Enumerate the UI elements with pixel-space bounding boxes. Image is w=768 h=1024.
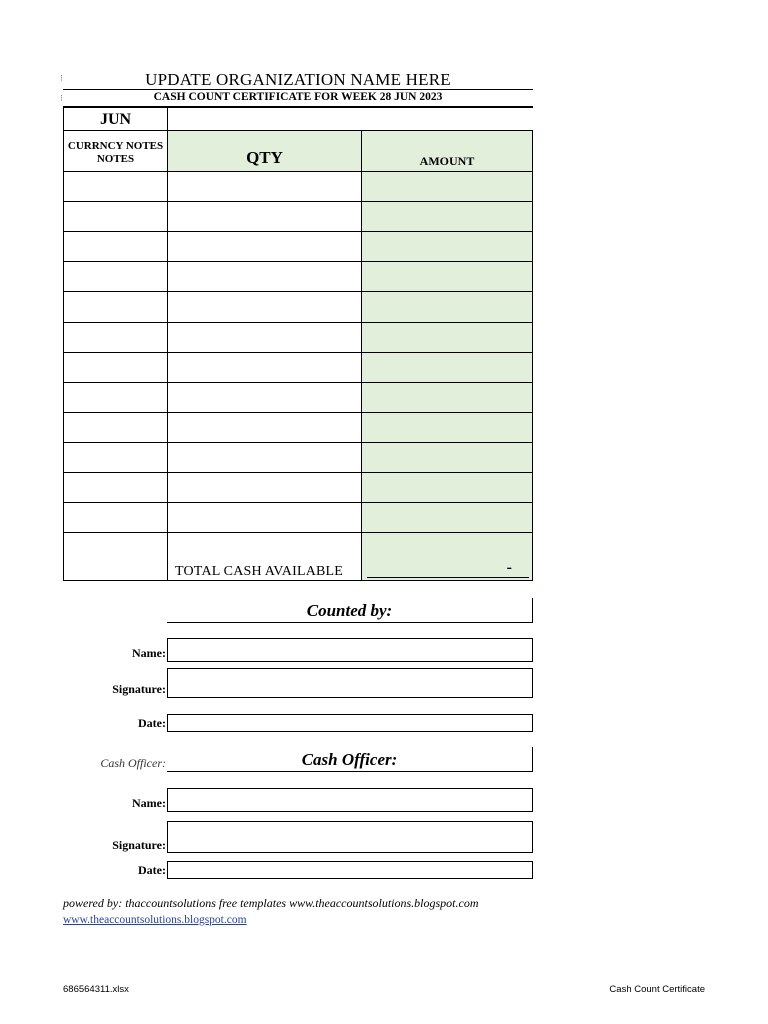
- total-cash-value: -: [506, 559, 512, 576]
- footer-sheet-name: Cash Count Certificate: [609, 984, 705, 995]
- counted-by-title: Counted by:: [306, 601, 393, 620]
- currency-cell[interactable]: [63, 291, 168, 323]
- counted-by-name-field[interactable]: [167, 638, 533, 662]
- counted-by-signature-field[interactable]: [167, 668, 533, 698]
- currency-cell[interactable]: [63, 261, 168, 292]
- cash-officer-header: [167, 747, 533, 772]
- counted-by-date-field[interactable]: [167, 714, 533, 732]
- amount-cell[interactable]: [361, 352, 533, 383]
- qty-cell[interactable]: [167, 201, 362, 232]
- currency-cell[interactable]: [63, 171, 168, 202]
- template-link[interactable]: www.theaccountsolutions.blogspot.com: [63, 914, 247, 926]
- amount-cell[interactable]: [361, 442, 533, 473]
- counted-by-signature-label: Signature:: [112, 682, 166, 696]
- qty-cell[interactable]: [167, 231, 362, 262]
- total-row-currency-cell[interactable]: [63, 532, 168, 581]
- counted-by-header: [167, 598, 533, 623]
- qty-cell[interactable]: [167, 502, 362, 533]
- cash-officer-side-label: Cash Officer:: [100, 756, 166, 770]
- currency-cell[interactable]: [63, 352, 168, 383]
- cash-officer-title: Cash Officer:: [301, 750, 398, 769]
- total-row-qty-cell: [167, 532, 362, 581]
- currency-notes-header: [63, 130, 168, 172]
- qty-cell[interactable]: [167, 352, 362, 383]
- total-amount-cell[interactable]: [361, 532, 533, 581]
- qty-cell[interactable]: [167, 322, 362, 353]
- amount-cell[interactable]: [361, 382, 533, 413]
- month-cell[interactable]: [63, 107, 168, 131]
- currency-cell[interactable]: [63, 502, 168, 533]
- month-row-top: [167, 107, 533, 108]
- qty-header-label: QTY: [246, 148, 283, 167]
- cash-officer-date-label: Date:: [138, 863, 166, 877]
- qty-cell[interactable]: [167, 412, 362, 443]
- amount-cell[interactable]: [361, 291, 533, 323]
- amount-cell[interactable]: [361, 231, 533, 262]
- total-underline: [367, 577, 529, 578]
- qty-cell[interactable]: [167, 171, 362, 202]
- total-cash-label: TOTAL CASH AVAILABLE: [175, 564, 344, 579]
- cash-officer-date-field[interactable]: [167, 861, 533, 879]
- currency-cell[interactable]: [63, 322, 168, 353]
- qty-cell[interactable]: [167, 291, 362, 323]
- currency-cell[interactable]: [63, 382, 168, 413]
- cash-officer-signature-label: Signature:: [112, 838, 166, 852]
- amount-cell[interactable]: [361, 472, 533, 503]
- month-label: JUN: [99, 111, 132, 128]
- currency-cell[interactable]: [63, 472, 168, 503]
- qty-cell[interactable]: [167, 382, 362, 413]
- powered-by-text: powered by: thaccountsolutions free templates www.theaccountsolutions.blogspot.com: [63, 896, 479, 910]
- amount-cell[interactable]: [361, 502, 533, 533]
- counted-by-date-label: Date:: [138, 716, 166, 730]
- amount-header-label: AMOUNT: [419, 154, 475, 168]
- row-marker: ⁝: [60, 73, 63, 83]
- counted-by-name-label: Name:: [132, 646, 166, 660]
- title-rule: [63, 89, 533, 90]
- currency-cell[interactable]: [63, 231, 168, 262]
- qty-cell[interactable]: [167, 261, 362, 292]
- currency-notes-header-label: CURRNCY NOTES NOTES: [67, 140, 164, 165]
- row-marker: ⁝: [60, 93, 63, 103]
- qty-header: [167, 130, 362, 172]
- amount-cell[interactable]: [361, 201, 533, 232]
- cash-officer-name-label: Name:: [132, 796, 166, 810]
- organization-name: UPDATE ORGANIZATION NAME HERE: [145, 70, 451, 89]
- qty-cell[interactable]: [167, 442, 362, 473]
- currency-cell[interactable]: [63, 201, 168, 232]
- footer-file-name: 686564311.xlsx: [63, 984, 129, 995]
- certificate-title: CASH COUNT CERTIFICATE FOR WEEK 28 JUN 2023: [153, 91, 443, 103]
- currency-cell[interactable]: [63, 442, 168, 473]
- qty-cell[interactable]: [167, 472, 362, 503]
- amount-header: [361, 130, 533, 172]
- amount-cell[interactable]: [361, 171, 533, 202]
- cash-officer-signature-field[interactable]: [167, 821, 533, 853]
- cash-officer-name-field[interactable]: [167, 788, 533, 812]
- amount-cell[interactable]: [361, 322, 533, 353]
- amount-cell[interactable]: [361, 261, 533, 292]
- currency-cell[interactable]: [63, 412, 168, 443]
- amount-cell[interactable]: [361, 412, 533, 443]
